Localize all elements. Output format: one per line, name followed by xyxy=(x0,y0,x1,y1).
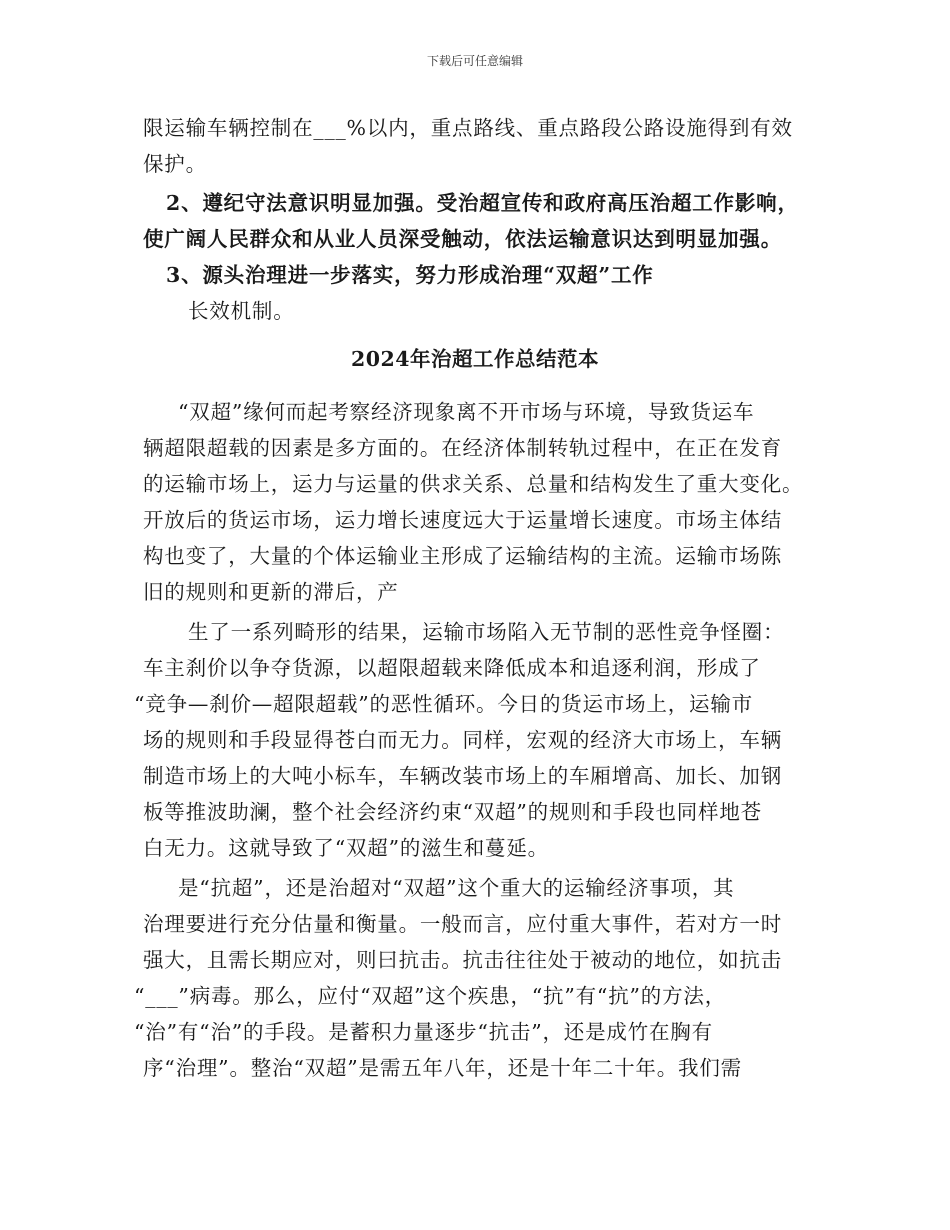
paragraph-line: “双超”缘何而起考察经济现象离不开市场与环境，导致货运车 xyxy=(178,400,755,424)
point-2-text: 使广阔人民群众和从业人员深受触动，依法运输意识达到明显加强。 xyxy=(143,227,782,251)
paragraph-line: 序“治理”。整治“双超”是需五年八年，还是十年二十年。我们需 xyxy=(143,1056,742,1080)
paragraph-line: 生了一系列畸形的结果，运输市场陷入无节制的恶性竞争怪圈： xyxy=(188,620,785,644)
paragraph-line: 限运输车辆控制在___%以内，重点路线、重点路段公路设施得到有效 xyxy=(143,116,793,140)
paragraph-line: 强大，且需长期应对，则曰抗击。抗击往往处于被动的地位，如抗击 xyxy=(143,948,782,972)
paragraph-line: “竞争—刹价—超限超载”的恶性循环。今日的货运市场上，运输市 xyxy=(134,692,753,716)
paragraph-line: 是“抗超”，还是治超对“双超”这个重大的运输经济事项，其 xyxy=(178,876,735,900)
paragraph-line: 车主刹价以争夺货源，以超限超载来降低成本和追逐利润，形成了 xyxy=(143,656,761,680)
point-3-heading: 3、源头治理进一步落实，努力形成治理“双超”工作 xyxy=(166,263,654,287)
paragraph-line: 开放后的货运市场，运力增长速度远大于运量增长速度。市场主体结 xyxy=(143,508,782,532)
paragraph-line: 构也变了，大量的个体运输业主形成了运输结构的主流。运输市场陈 xyxy=(143,544,782,568)
paragraph-line: “治”有“治”的手段。是蓄积力量逐步“抗击”，还是成竹在胸有 xyxy=(134,1020,713,1044)
section-title: 2024年治超工作总结范本 xyxy=(350,347,600,371)
paragraph-line: 板等推波助澜，整个社会经济约束“双超”的规则和手段也同样地苍 xyxy=(143,800,762,824)
paragraph-line: 治理要进行充分估量和衡量。一般而言，应付重大事件，若对方一时 xyxy=(143,912,782,936)
paragraph-line: 旧的规则和更新的滞后，产 xyxy=(143,580,399,604)
paragraph-line: 的运输市场上，运力与运量的供求关系、总量和结构发生了重大变化。 xyxy=(143,472,804,496)
paragraph-line: 辆超限超载的因素是多方面的。在经济体制转轨过程中，在正在发育 xyxy=(143,436,782,460)
paragraph-line: 保护。 xyxy=(143,152,207,176)
paragraph-line: 制造市场上的大吨小标车，车辆改装市场上的车厢增高、加长、加钢 xyxy=(143,764,782,788)
paragraph-line: 白无力。这就导致了“双超”的滋生和蔓延。 xyxy=(143,836,549,860)
point-3-text: 长效机制。 xyxy=(188,299,295,323)
paragraph-line: 场的规则和手段显得苍白而无力。同样，宏观的经济大市场上，车辆 xyxy=(143,728,782,752)
paragraph-line: “___”病毒。那么，应付“双超”这个疾患，“抗”有“抗”的方法， xyxy=(134,984,726,1008)
page-header: 下载后可任意编辑 xyxy=(426,54,523,68)
point-2-heading: 2、遵纪守法意识明显加强。受治超宣传和政府高压治超工作影响， xyxy=(166,191,799,215)
